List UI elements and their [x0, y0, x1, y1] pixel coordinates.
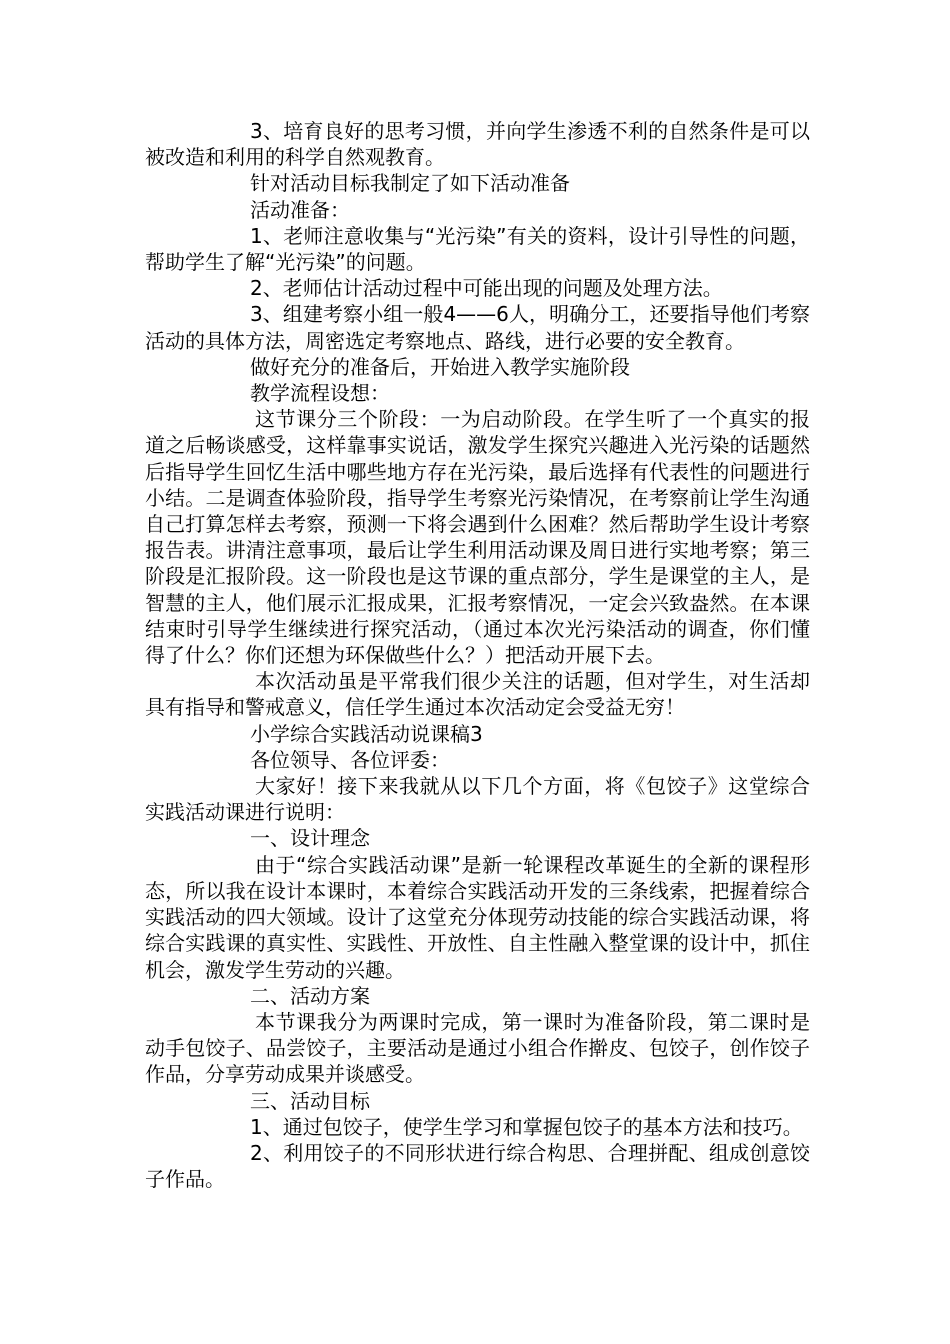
paragraph: 2、老师估计活动过程中可能出现的问题及处理方法。	[250, 276, 723, 301]
section-heading: 二、活动方案	[250, 983, 370, 1008]
paragraph: 针对活动目标我制定了如下活动准备	[250, 171, 570, 196]
paragraph: 2、利用饺子的不同形状进行综合构思、合理拼配、组成创意饺子作品。	[145, 1140, 810, 1192]
paragraph: 教学流程设想：	[250, 381, 390, 406]
section-heading: 三、活动目标	[250, 1088, 370, 1113]
paragraph: 本节课我分为两课时完成，第一课时为准备阶段，第二课时是动手包饺子、品尝饺子，主要活动是通过小组合作擀皮、包饺子，创作饺子作品，分享劳动成果并谈感受。	[145, 1009, 810, 1087]
paragraph: 1、通过包饺子，使学生学习和掌握包饺子的基本方法和技巧。	[250, 1114, 803, 1139]
document-body	[145, 118, 810, 1192]
paragraph: 1、老师注意收集与“光污染”有关的资料，设计引导性的问题，帮助学生了解“光污染”的问题。	[145, 223, 810, 275]
paragraph: 大家好！接下来我就从以下几个方面，将《包饺子》这堂综合实践活动课进行说明：	[145, 774, 810, 825]
section-heading: 小学综合实践活动说课稿3	[250, 721, 483, 746]
paragraph: 由于“综合实践活动课”是新一轮课程改革诞生的全新的课程形态，所以我在设计本课时，本着综合实践活动开发的三条线索，把握着综合实践活动的四大领域。设计了这堂充分体现劳动技能的综合实践活动课，将综合实践课的真实性、实践性、开放性、自主性融入整堂课的设计中，抓住机会，激发学生劳动的兴趣。	[145, 852, 810, 982]
paragraph: 3、培育良好的思考习惯，并向学生渗透不利的自然条件是可以被改造和利用的科学自然观教育。	[145, 119, 810, 170]
paragraph: 3、组建考察小组一般4——6人，明确分工，还要指导他们考察活动的具体方法，周密选定考察地点、路线，进行必要的安全教育。	[145, 302, 810, 353]
paragraph: 各位领导、各位评委：	[250, 747, 450, 772]
paragraph: 做好充分的准备后，开始进入教学实施阶段	[250, 354, 630, 379]
paragraph: 这节课分三个阶段：一为启动阶段。在学生听了一个真实的报道之后畅谈感受，这样靠事实说话，激发学生探究兴趣进入光污染的话题然后指导学生回忆生活中哪些地方存在光污染，最后选择有代表性的问题进行小结。二是调查体验阶段，指导学生考察光污染情况，在考察前让学生沟通自己打算怎样去考察，预测一下将会遇到什么困难？然后帮助学生设计考察报告表。讲清注意事项，最后让学生利用活动课及周日进行实地考察；第三阶段是汇报阶段。这一阶段也是这节课的重点部分，学生是课堂的主人，是智慧的主人，他们展示汇报成果，汇报考察情况，一定会兴致盎然。在本课结束时引导学生继续进行探究活动，（通过本次光污染活动的调查，你们懂得了什么？你们还想为环保做些什么？）把活动开展下去。	[145, 407, 810, 668]
section-heading: 一、设计理念	[250, 826, 370, 851]
paragraph: 活动准备：	[250, 197, 350, 222]
paragraph: 本次活动虽是平常我们很少关注的话题，但对学生，对生活却具有指导和警戒意义，信任学生通过本次活动定会受益无穷！	[145, 669, 810, 720]
